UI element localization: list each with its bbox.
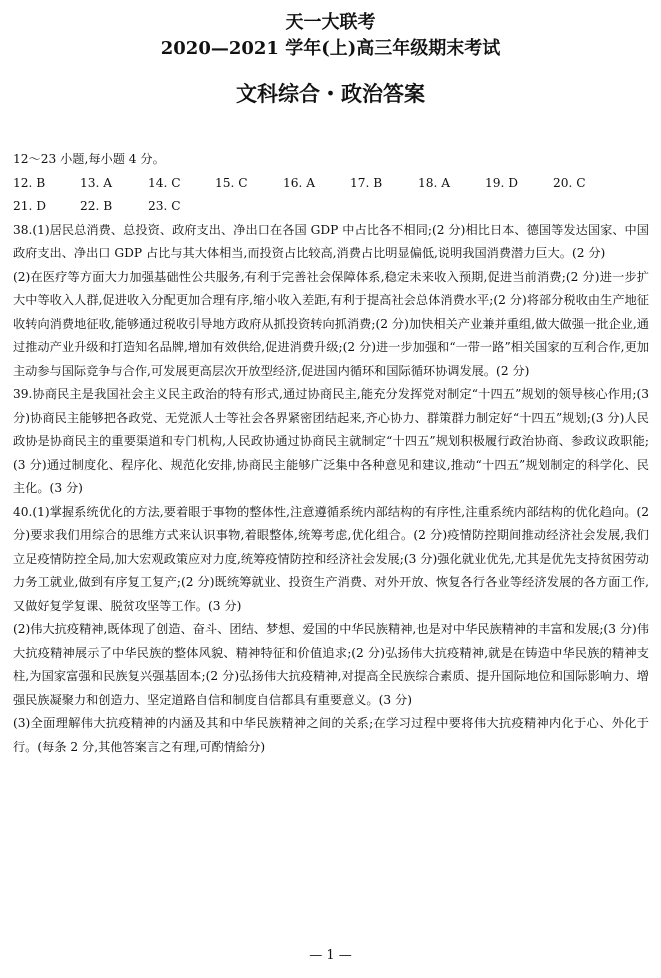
subject-answer-title: 文科综合・政治答案	[236, 81, 425, 106]
mc-answer-22: 22. B	[80, 199, 113, 213]
mc-answer-16: 16. A	[283, 175, 316, 190]
mc-answer-12: 12. B	[13, 175, 46, 190]
multiple-choice-row-1	[13, 172, 649, 196]
q38-part-2: (2)在医疗等方面大力加强基础性公共服务,有利于完善社会保障体系,稳定未来收入预期,促进当前消费;(2 分)进一步扩大中等收入人群,促进收入分配更加合理有序,缩小收入差距,有利于提高社会总体消费水平;(2 分)将部分税收由生产地征收转向消费地征收,能够通过税收引导地方政府从抓投资转向抓消费;(2 分)加快相关产业兼并重组,做大做强一批企业,通过推动产业升级和打造知名品牌,增加有效供给,促进消费升级;(2 分)进一步加强和“一带一路”相关国家的互利合作,更加主动参与国际竞争与合作,可发展更高层次开放型经济,促进国内循环和国际循环协调发展。(2 分)	[13, 269, 649, 378]
multiple-choice-note: 12～23 小题,每小题 4 分。	[13, 152, 165, 166]
multiple-choice-row-2	[13, 195, 649, 219]
q38-part-1: 38.(1)居民总消费、总投资、政府支出、净出口在各国 GDP 中占比各不相同;(2 分)相比日本、德国等发达国家、中国政府支出、净出口 GDP 占比与其大体相当,而投资占比较高,消费占比明显偏低,说明我国消费潜力巨大。(2 分)	[13, 222, 649, 260]
mc-answer-23: 23. C	[148, 199, 181, 213]
mc-answer-20: 20. C	[553, 175, 586, 190]
answer-content	[13, 148, 649, 759]
q40-part-2: (2)伟大抗疫精神,既体现了创造、奋斗、团结、梦想、爱国的中华民族精神,也是对中华民族精神的丰富和发展;(3 分)伟大抗疫精神展示了中华民族的整体风貌、精神特征和价值追求;(2 分)弘扬伟大抗疫精神,就是在铸造中华民族的精神支柱,为国家富强和民族复兴强基固本;(2 分)弘扬伟大抗疫精神,对提高全民族综合素质、提升国际地位和国际影响力、增强民族凝聚力和创造力、坚定道路自信和制度自信都具有重要意义。(3 分)	[13, 622, 649, 707]
q40-part-1: 40.(1)掌握系统优化的方法,要着眼于事物的整体性,注意遵循系统内部结构的有序性,注重系统内部结构的优化趋向。(2 分)要求我们用综合的思维方式来认识事物,着眼整体,统筹考虑,优化组合。(2 分)疫情防控期间推动经济社会发展,我们立足疫情防控全局,加大宏观政策应对力度,统筹疫情防控和经济社会发展;(3 分)强化就业优先,尤其是优先支持贫困劳动力务工就业,做到有序复工复产;(2 分)既统筹就业、投资生产消费、对外开放、恢复各行各业等经济发展的各方面工作,又做好复学复课、脱贫攻坚等工作。(3 分)	[13, 504, 649, 613]
mc-answer-17: 17. B	[350, 175, 383, 190]
q39-answer: 39.协商民主是我国社会主义民主政治的特有形式,通过协商民主,能充分发挥党对制定“十四五”规划的领导核心作用;(3 分)协商民主能够把各政党、无党派人士等社会各界紧密团结起来,齐心协力、群策群力制定好“十四五”规划;(3 分)人民政协是协商民主的重要渠道和专门机构,人民政协通过协商民主就制定“十四五”规划积极履行政治协商、参政议政职能;(3 分)通过制度化、程序化、规范化安排,协商民主能够广泛集中各种意见和建议,推动“十四五”规划制定的科学化、民主化。(3 分)	[13, 387, 649, 495]
mc-answer-13: 13. A	[80, 175, 113, 190]
q40-part-3: (3)全面理解伟大抗疫精神的内涵及其和中华民族精神之间的关系;在学习过程中要将伟大抗疫精神内化于心、外化于行。(每条 2 分,其他答案言之有理,可酌情給分)	[13, 716, 649, 754]
exam-organizer-title: 天一大联考	[285, 12, 376, 33]
mc-answer-15: 15. C	[215, 175, 248, 190]
mc-answer-19: 19. D	[485, 175, 519, 190]
exam-session-title: 2020—2021 学年(上)高三年级期末考试	[160, 38, 501, 59]
mc-answer-14: 14. C	[148, 175, 181, 190]
mc-answer-21: 21. D	[13, 199, 47, 213]
mc-answer-18: 18. A	[418, 175, 451, 190]
page-number: — 1 —	[309, 948, 352, 963]
